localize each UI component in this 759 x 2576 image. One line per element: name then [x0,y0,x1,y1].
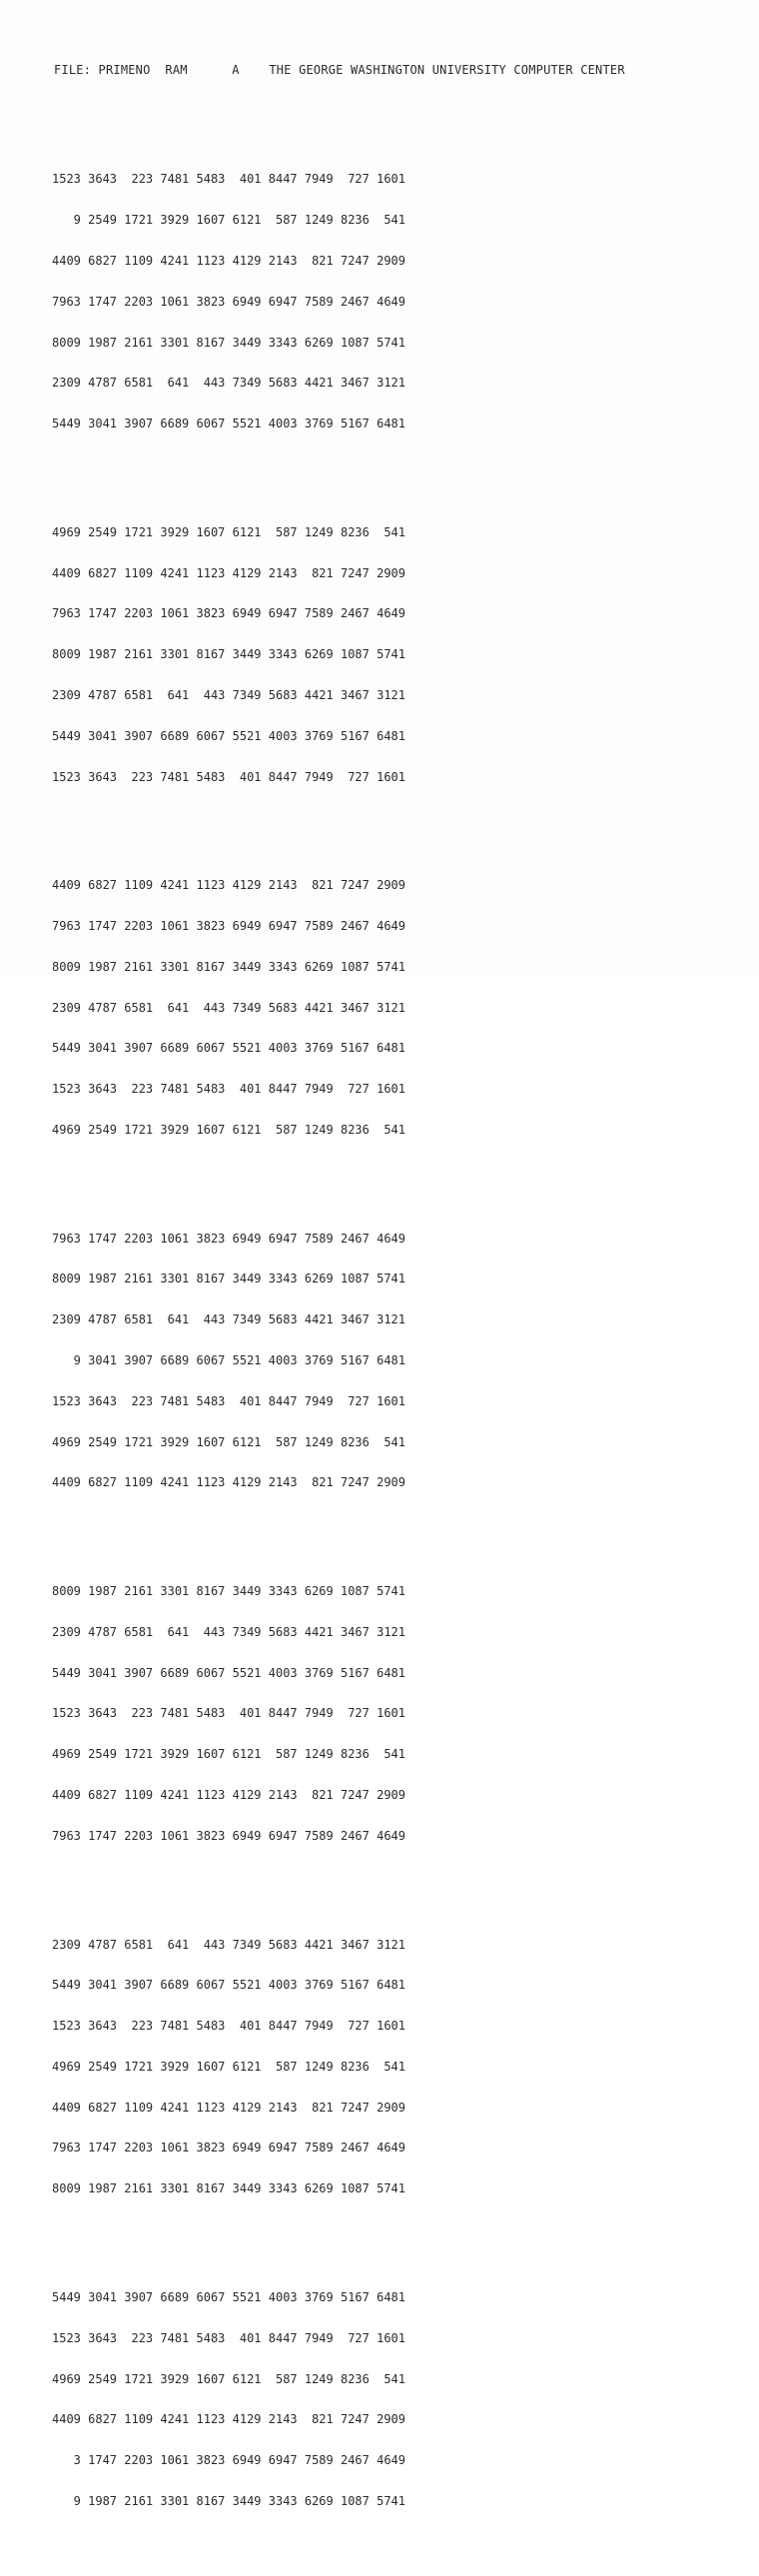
number-row: 7963 1747 2203 1061 3823 6949 6947 7589 2467 4649 [52,919,406,934]
number-row: 4409 6827 1109 4241 1123 4129 2143 821 7247 2909 [52,1788,406,1803]
number-row: 7963 1747 2203 1061 3823 6949 6947 7589 2467 4649 [52,2141,406,2155]
number-row: 4969 2549 1721 3929 1607 6121 587 1249 8236 541 [52,2059,406,2074]
number-row: 4969 2549 1721 3929 1607 6121 587 1249 8236 541 [52,2371,406,2386]
number-row: 4409 6827 1109 4241 1123 4129 2143 821 7247 2909 [52,2412,406,2427]
file-header [54,63,625,77]
number-row: 8009 1987 2161 3301 8167 3449 3343 6269 1087 5741 [52,1584,406,1599]
number-row: 4409 6827 1109 4241 1123 4129 2143 821 7247 2909 [52,1475,406,1490]
number-row: 1523 3643 223 7481 5483 401 8447 7949 727 1601 [52,1082,406,1097]
number-row: 5449 3041 3907 6689 6067 5521 4003 3769 5167 6481 [52,1978,406,1993]
number-row: 4969 2549 1721 3929 1607 6121 587 1249 8236 541 [52,1434,406,1449]
number-row: 8009 1987 2161 3301 8167 3449 3343 6269 1087 5741 [52,335,406,350]
number-row: 7963 1747 2203 1061 3823 6949 6947 7589 2467 4649 [52,1231,406,1246]
number-block [52,1558,405,1871]
number-row: 8009 1987 2161 3301 8167 3449 3343 6269 1087 5741 [52,647,406,662]
number-row: 1523 3643 223 7481 5483 401 8447 7949 727 1601 [52,172,406,187]
number-row: 7963 1747 2203 1061 3823 6949 6947 7589 2467 4649 [52,1828,406,1843]
file-label: FILE: PRIMENO [54,63,151,77]
number-row: 9 2549 1721 3929 1607 6121 587 1249 8236 541 [52,213,406,228]
number-row: 2309 4787 6581 641 443 7349 5683 4421 3467 3121 [52,1937,406,1952]
number-row: 2309 4787 6581 641 443 7349 5683 4421 3467 3121 [52,1312,406,1327]
number-row: 9 1987 2161 3301 8167 3449 3343 6269 1087 5741 [52,2493,406,2508]
number-row: 1523 3643 223 7481 5483 401 8447 7949 727 1601 [52,2330,406,2345]
number-row: 5449 3041 3907 6689 6067 5521 4003 3769 5167 6481 [52,417,406,431]
number-row: 2309 4787 6581 641 443 7349 5683 4421 3467 3121 [52,1000,406,1015]
file-type: RAM [165,63,188,77]
number-row: 2309 4787 6581 641 443 7349 5683 4421 3467 3121 [52,687,406,702]
number-row: 4969 2549 1721 3929 1607 6121 587 1249 8236 541 [52,524,406,539]
number-row: 4409 6827 1109 4241 1123 4129 2143 821 7247 2909 [52,2100,406,2115]
number-row: 5449 3041 3907 6689 6067 5521 4003 3769 5167 6481 [52,2290,406,2304]
number-row: 1523 3643 223 7481 5483 401 8447 7949 727 1601 [52,1706,406,1721]
number-row: 4409 6827 1109 4241 1123 4129 2143 821 7247 2909 [52,565,406,580]
number-row: 4969 2549 1721 3929 1607 6121 587 1249 8236 541 [52,1747,406,1762]
number-listing [52,119,405,2576]
number-row: 2309 4787 6581 641 443 7349 5683 4421 3467 3121 [52,1624,406,1639]
number-row: 5449 3041 3907 6689 6067 5521 4003 3769 5167 6481 [52,1665,406,1680]
number-row: 1523 3643 223 7481 5483 401 8447 7949 727 1601 [52,1393,406,1408]
number-block [52,146,405,458]
number-row: 1523 3643 223 7481 5483 401 8447 7949 727 1601 [52,2019,406,2034]
organization-name: THE GEORGE WASHINGTON UNIVERSITY COMPUTER CENTER [269,63,625,77]
number-row: 8009 1987 2161 3301 8167 3449 3343 6269 1087 5741 [52,959,406,974]
number-row: 4969 2549 1721 3929 1607 6121 587 1249 8236 541 [52,1122,406,1137]
number-row: 1523 3643 223 7481 5483 401 8447 7949 727 1601 [52,769,406,784]
number-row: 3 1747 2203 1061 3823 6949 6947 7589 2467 4649 [52,2453,406,2468]
number-row: 5449 3041 3907 6689 6067 5521 4003 3769 5167 6481 [52,1041,406,1056]
number-block [52,852,405,1165]
number-block [52,1206,405,1518]
number-row: 7963 1747 2203 1061 3823 6949 6947 7589 2467 4649 [52,294,406,309]
file-mode: A [232,63,240,77]
number-row: 9 3041 3907 6689 6067 5521 4003 3769 5167 6481 [52,1353,406,1368]
number-row: 8009 1987 2161 3301 8167 3449 3343 6269 1087 5741 [52,2181,406,2196]
number-block [52,1911,405,2223]
number-block [52,2264,405,2536]
number-block [52,499,405,812]
number-row: 4409 6827 1109 4241 1123 4129 2143 821 7247 2909 [52,878,406,893]
number-row: 7963 1747 2203 1061 3823 6949 6947 7589 2467 4649 [52,606,406,621]
number-row: 5449 3041 3907 6689 6067 5521 4003 3769 5167 6481 [52,728,406,743]
number-row: 8009 1987 2161 3301 8167 3449 3343 6269 1087 5741 [52,1272,406,1287]
number-row: 4409 6827 1109 4241 1123 4129 2143 821 7247 2909 [52,253,406,268]
number-row: 2309 4787 6581 641 443 7349 5683 4421 3467 3121 [52,376,406,391]
